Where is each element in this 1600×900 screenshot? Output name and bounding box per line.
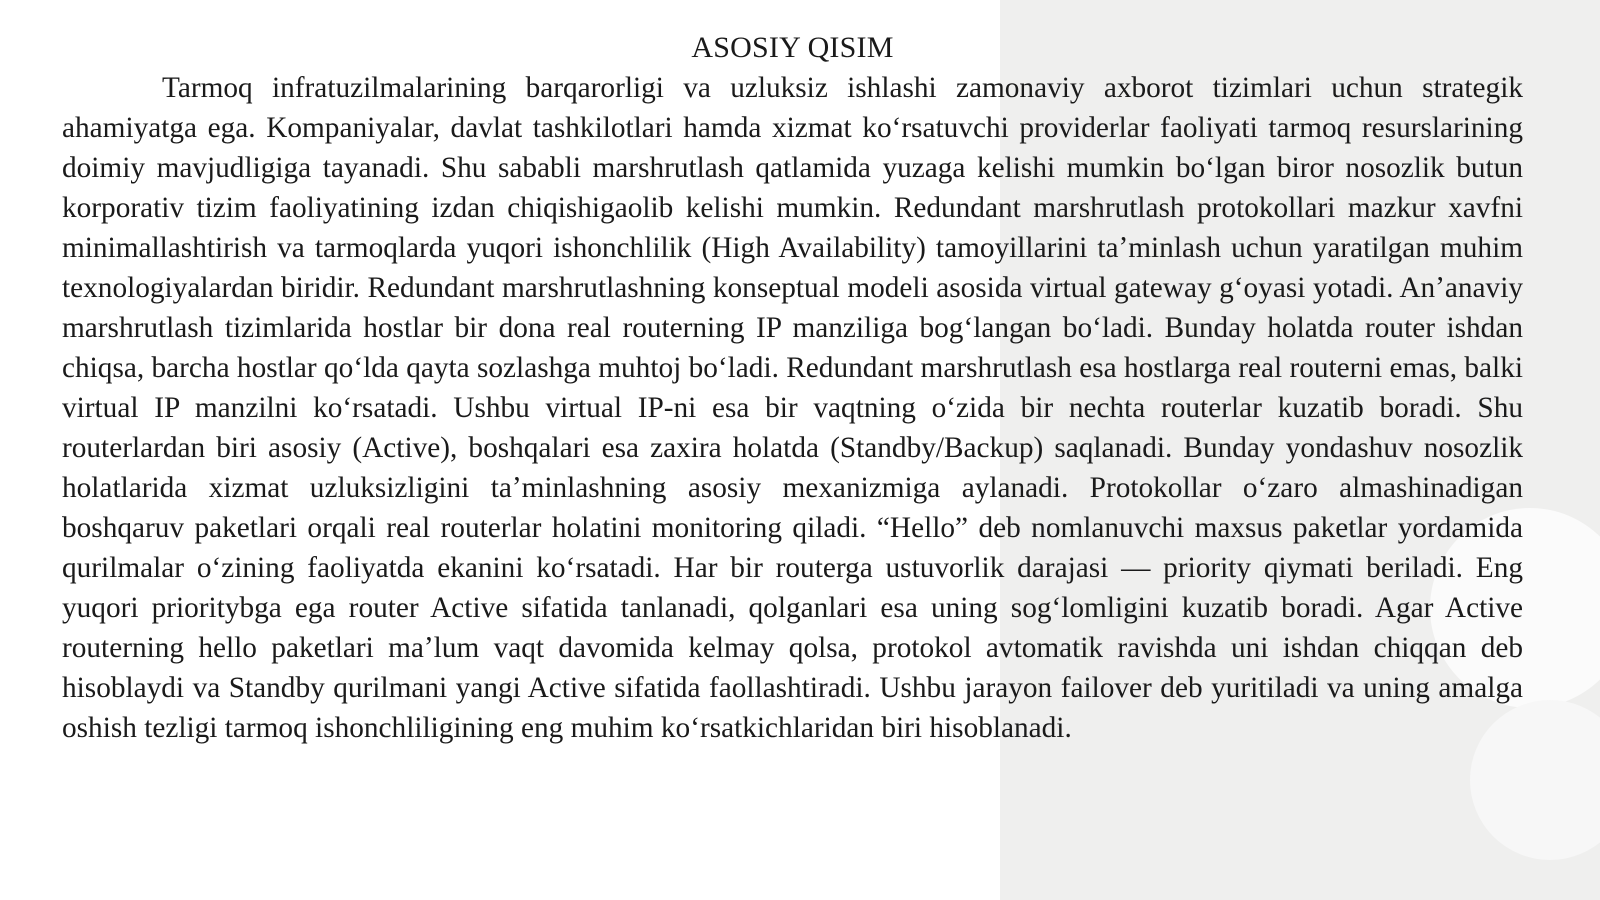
slide-content xyxy=(62,30,1523,748)
slide-title: ASOSIY QISIM xyxy=(691,31,894,64)
body-paragraph xyxy=(62,68,1523,748)
paragraph-text: Tarmoq infratuzilmalarining barqarorligi va uzluksiz ishlashi zamonaviy axborot tizimlari uchun strategik ahamiyatga ega. Kompaniyalar, davlat tashkilotlari hamda xizmat koʻrsatuvchi providerlar faoliyati tarmoq resurslarining doimiy mavjudligiga tayanadi. Shu sababli marshrutlash qatlamida yuzaga kelishi mumkin boʻlgan biror nosozlik butun korporativ tizim faoliyatining izdan chiqishigaolib kelishi mumkin. Redundant marshrutlash protokollari mazkur xavfni minimallashtirish va tarmoqlarda yuqori ishonchlilik (High Availability) tamoyillarini taʼminlash uchun yaratilgan muhim texnologiyalardan biridir. Redundant marshrutlashning konseptual modeli asosida virtual gateway gʻoyasi yotadi. Anʼanaviy marshrutlash tizimlarida hostlar bir dona real routerning IP manziliga bogʻlangan boʻladi. Bunday holatda router ishdan chiqsa, barcha hostlar qoʻlda qayta sozlashga muhtoj boʻladi. Redundant marshrutlash esa hostlarga real routerni emas, balki virtual IP manzilni koʻrsatadi. Ushbu virtual IP-ni esa bir vaqtning oʻzida bir nechta routerlar kuzatib boradi. Shu routerlardan biri asosiy (Active), boshqalari esa zaxira holatda (Standby/Backup) saqlanadi. Bunday yondashuv nosozlik holatlarida xizmat uzluksizligini taʼminlashning asosiy mexanizmiga aylanadi. Protokollar oʻzaro almashinadigan boshqaruv paketlari orqali real routerlar holatini monitoring qiladi. “Hello” deb nomlanuvchi maxsus paketlar yordamida qurilmalar oʻzining faoliyatda ekanini koʻrsatadi. Har bir routerga ustuvorlik darajasi — priority qiymati beriladi. Eng yuqori prioritybga ega router Active sifatida tanlanadi, qolganlari esa uning sogʻlomligini kuzatib boradi. Agar Active routerning hello paketlari maʼlum vaqt davomida kelmay qolsa, protokol avtomatik ravishda uni ishdan chiqqan deb hisoblaydi va Standby qurilmani yangi Active sifatida faollashtiradi. Ushbu jarayon failover deb yuritiladi va uning amalga oshish tezligi tarmoq ishonchliligining eng muhim koʻrsatkichlaridan biri hisoblanadi. xyxy=(62,72,1523,744)
